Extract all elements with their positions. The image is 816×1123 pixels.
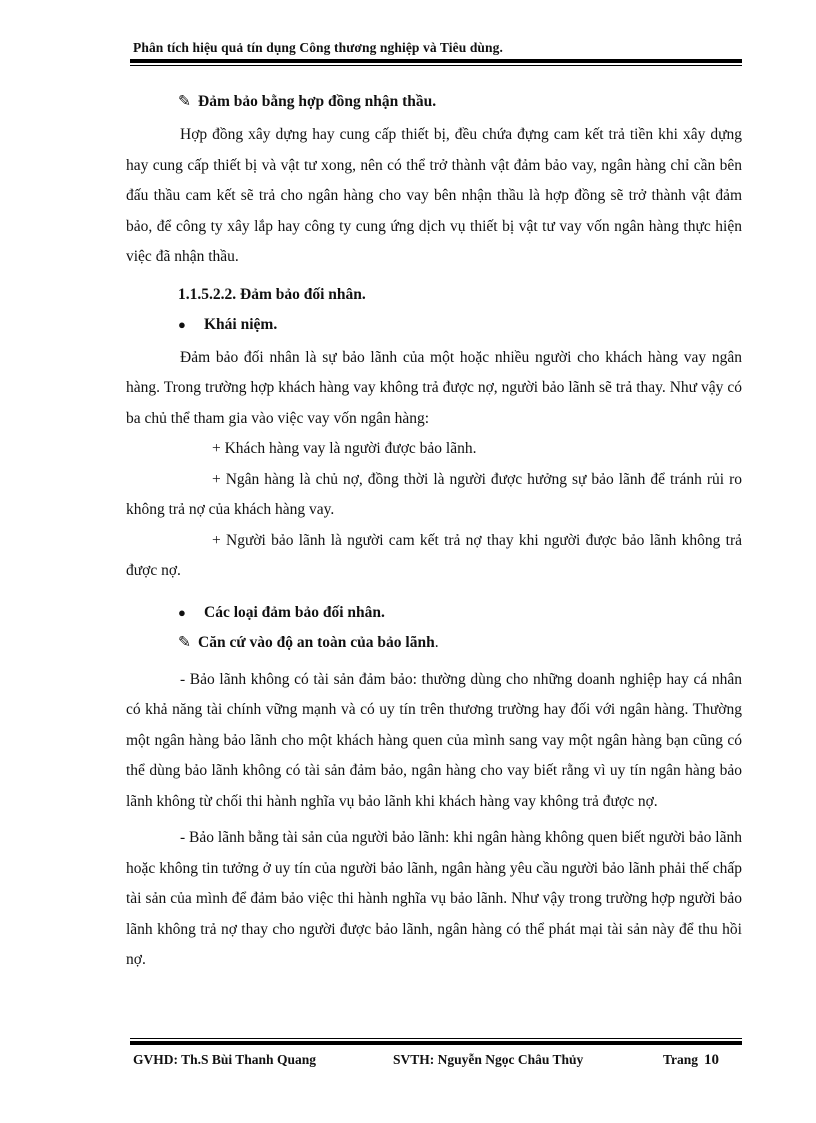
- footer-rule-thick: [130, 1041, 742, 1045]
- footer-student: SVTH: Nguyễn Ngọc Châu Thủy: [393, 1052, 584, 1067]
- document-body: [126, 90, 742, 976]
- section-heading-contract: ✎ Đảm bảo bằng hợp đồng nhận thầu.: [126, 90, 742, 114]
- list-item-guarantor: + Người bảo lãnh là người cam kết trả nợ thay khi người được bảo lãnh không trả được nợ.: [126, 531, 742, 579]
- footer-page: [663, 1052, 719, 1069]
- list-item-borrower: + Khách hàng vay là người được bảo lãnh.: [212, 440, 477, 457]
- page-footer: [133, 1052, 733, 1072]
- section-heading-personal-guarantee: 1.1.5.2.2. Đảm bảo đối nhân.: [178, 285, 366, 303]
- paragraph-unsecured-guarantee: - Bảo lãnh không có tài sản đảm bảo: thường dùng cho những doanh nghiệp hay cá nhân có khả năng tài chính vững mạnh và có uy tín trên thương trường hay đối với ngân hàng. Thường một ngân hàng bảo lãnh cho một khách hàng quen của mình sang vay một ngân hàng bạn cũng có thể dùng bảo lãnh không có tài sản đảm bảo, ngân hàng cho vay biết rằng vì uy tín ngân hàng bảo lãnh không từ chối thi hành nghĩa vụ bảo lãnh khi khách hàng vay không trả được nợ.: [126, 670, 742, 810]
- types-heading: ● Các loại đảm bảo đối nhân.: [126, 601, 742, 625]
- safety-heading: ✎ Căn cứ vào độ an toàn của bảo lãnh.: [126, 631, 742, 655]
- bullet-icon: ●: [178, 604, 186, 620]
- paragraph-contract: Hợp đồng xây dựng hay cung cấp thiết bị, đều chứa đựng cam kết trả tiền khi xây dựng hay cung cấp thiết bị và vật tư xong, nên có thể trở thành vật đảm bảo vay, ngân hàng chỉ cần bên đấu thầu cam kết sẽ trả cho ngân hàng cho vay bên nhận thầu là hợp đồng sẽ trở thành vật đảm bảo, để công ty xây lắp hay công ty cung ứng dịch vụ thiết bị vật tư vay vốn ngân hàng thực hiện việc đã nhận thầu.: [126, 126, 742, 265]
- footer-page-label: Trang: [663, 1052, 699, 1067]
- footer-rule-thin: [130, 1038, 742, 1039]
- list-item-bank: + Ngân hàng là chủ nợ, đồng thời là người được hưởng sự bảo lãnh để tránh rủi ro không trả nợ của khách hàng vay.: [126, 470, 742, 518]
- page-header-title: Phân tích hiệu quả tín dụng Công thương nghiệp và Tiêu dùng.: [133, 40, 503, 55]
- footer-page-number: 10: [704, 1052, 720, 1068]
- paragraph-secured-guarantee: - Bảo lãnh bằng tài sản của người bảo lãnh: khi ngân hàng không quen biết người bảo lãnh hoặc không tin tưởng ở uy tín của người bảo lãnh, ngân hàng yêu cầu người bảo lãnh phải thế chấp tài sản của mình để đảm bảo việc thi hành nghĩa vụ bảo lãnh. Như vậy trong trường hợp người bảo lãnh không trả nợ thay cho người được bảo lãnh, ngân hàng có thể phát mại tài sản này để thu hồi nợ.: [126, 829, 742, 968]
- header-rule-thick: [130, 59, 742, 63]
- header-rule-thin: [130, 65, 742, 66]
- pencil-icon: ✎: [178, 633, 191, 651]
- pencil-icon: ✎: [178, 93, 191, 110]
- concept-heading: ● Khái niệm.: [126, 313, 742, 337]
- footer-advisor: GVHD: Th.S Bùi Thanh Quang: [133, 1052, 316, 1067]
- paragraph-concept: Đảm bảo đối nhân là sự bảo lãnh của một hoặc nhiều người cho khách hàng vay ngân hàng. Trong trường hợp khách hàng vay không trả được nợ, người bảo lãnh sẽ trả thay. Như vậy có ba chủ thể tham gia vào việc vay vốn ngân hàng:: [126, 348, 742, 427]
- bullet-icon: ●: [178, 316, 186, 332]
